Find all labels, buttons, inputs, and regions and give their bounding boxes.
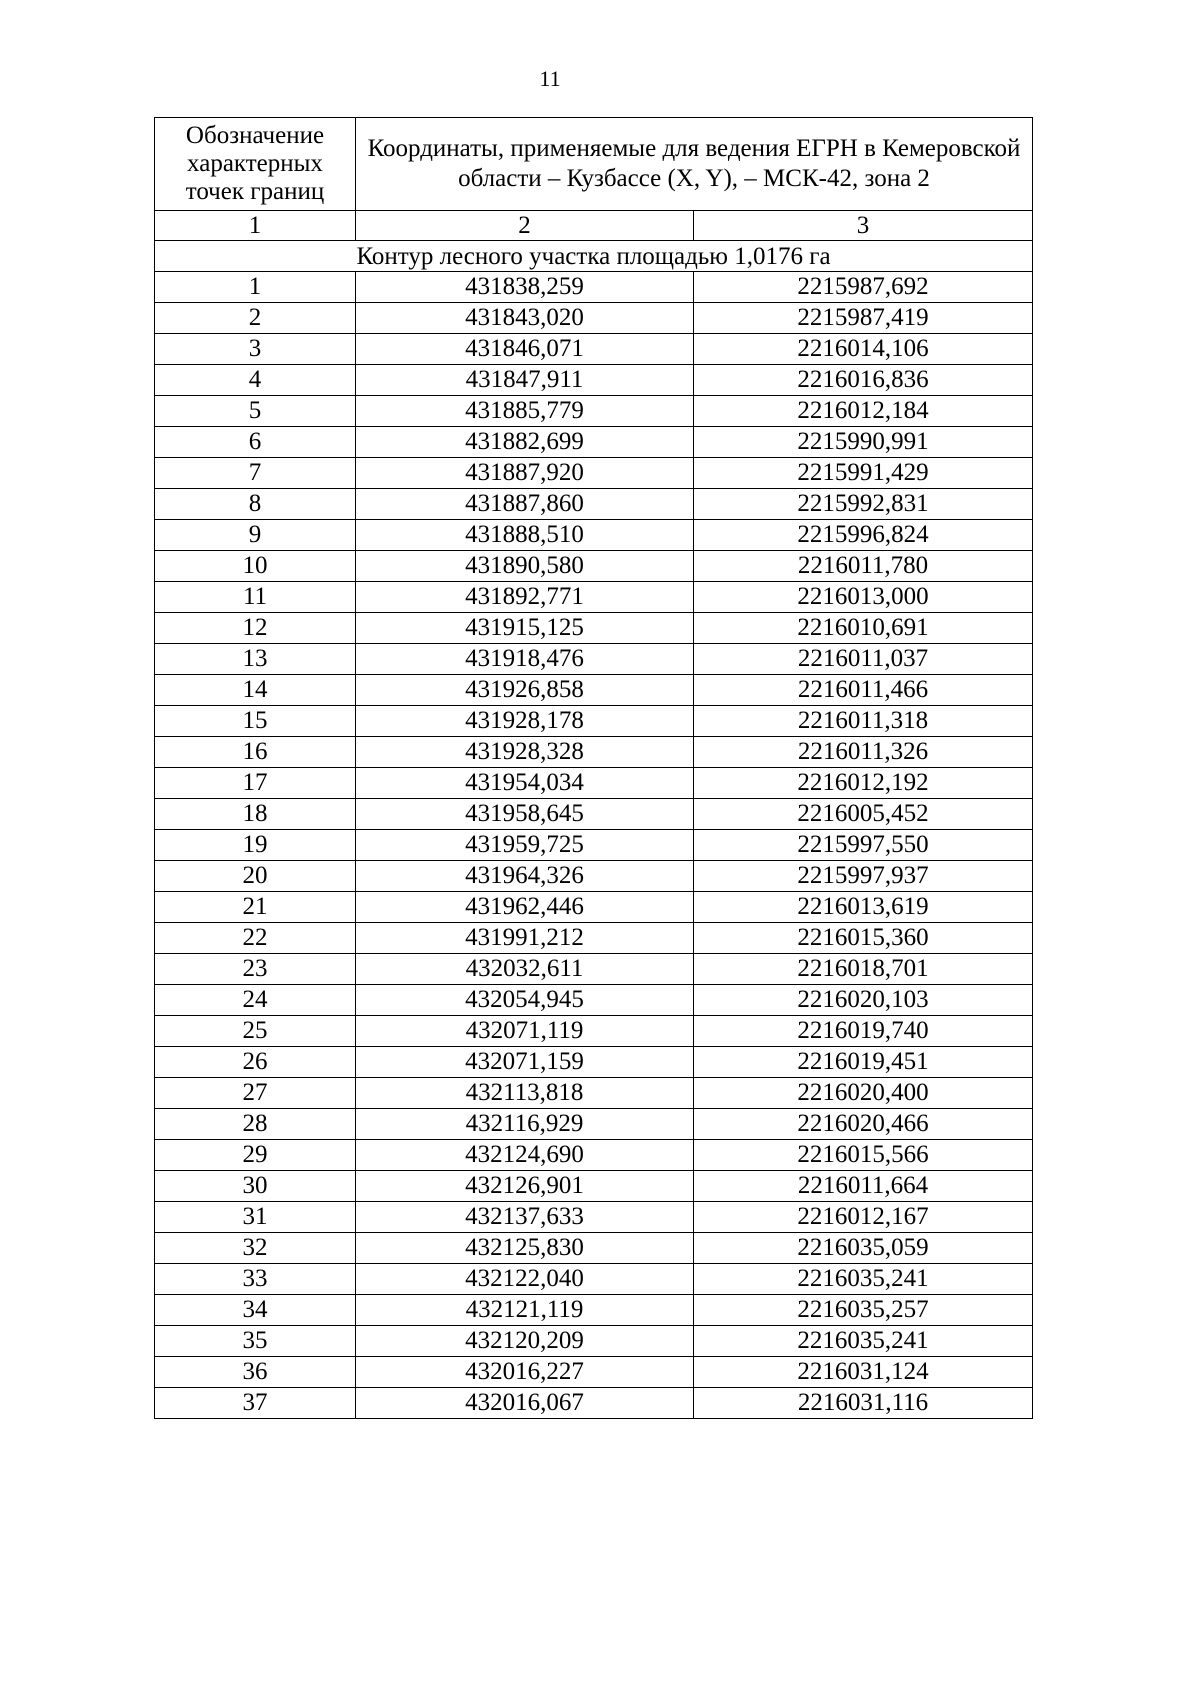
point-number-cell: 7 <box>155 458 356 489</box>
coordinate-y-cell: 2216011,037 <box>694 644 1033 675</box>
coordinate-x-cell: 432032,611 <box>356 954 694 985</box>
coordinate-y-cell: 2216012,184 <box>694 396 1033 427</box>
point-number-cell: 31 <box>155 1202 356 1233</box>
point-number-cell: 8 <box>155 489 356 520</box>
coordinate-x-cell: 431928,328 <box>356 737 694 768</box>
coordinate-x-cell: 431918,476 <box>356 644 694 675</box>
coordinate-y-cell: 2216019,451 <box>694 1047 1033 1078</box>
table-row <box>155 1357 1033 1388</box>
coordinate-x-cell: 432126,901 <box>356 1171 694 1202</box>
coordinate-x-cell: 432116,929 <box>356 1109 694 1140</box>
table-row <box>155 427 1033 458</box>
coordinate-x-cell: 431888,510 <box>356 520 694 551</box>
coordinate-x-cell: 432120,209 <box>356 1326 694 1357</box>
coordinate-x-cell: 432121,119 <box>356 1295 694 1326</box>
point-number-cell: 27 <box>155 1078 356 1109</box>
coordinate-y-cell: 2216015,360 <box>694 923 1033 954</box>
header-point-designation: Обозначение характерных точек границ <box>155 118 356 211</box>
coordinate-x-cell: 432113,818 <box>356 1078 694 1109</box>
coordinate-y-cell: 2215997,937 <box>694 861 1033 892</box>
point-number-cell: 28 <box>155 1109 356 1140</box>
coordinate-y-cell: 2216035,241 <box>694 1264 1033 1295</box>
coordinate-y-cell: 2216016,836 <box>694 365 1033 396</box>
coordinate-x-cell: 431991,212 <box>356 923 694 954</box>
coordinate-x-cell: 431885,779 <box>356 396 694 427</box>
table-row <box>155 985 1033 1016</box>
coordinate-y-cell: 2216020,103 <box>694 985 1033 1016</box>
coordinate-y-cell: 2216011,318 <box>694 706 1033 737</box>
coordinate-y-cell: 2216020,466 <box>694 1109 1033 1140</box>
coordinate-y-cell: 2216019,740 <box>694 1016 1033 1047</box>
point-number-cell: 1 <box>155 272 356 303</box>
coordinate-y-cell: 2216012,167 <box>694 1202 1033 1233</box>
column-number-1: 1 <box>155 211 356 241</box>
coordinate-y-cell: 2215987,692 <box>694 272 1033 303</box>
point-number-cell: 21 <box>155 892 356 923</box>
table-row <box>155 799 1033 830</box>
table-row <box>155 396 1033 427</box>
coordinate-x-cell: 431892,771 <box>356 582 694 613</box>
point-number-cell: 17 <box>155 768 356 799</box>
table-row <box>155 1109 1033 1140</box>
table-row <box>155 892 1033 923</box>
table-row <box>155 303 1033 334</box>
column-number-3: 3 <box>694 211 1033 241</box>
point-number-cell: 19 <box>155 830 356 861</box>
point-number-cell: 35 <box>155 1326 356 1357</box>
table-row <box>155 861 1033 892</box>
point-number-cell: 20 <box>155 861 356 892</box>
point-number-cell: 14 <box>155 675 356 706</box>
table-row <box>155 520 1033 551</box>
coordinate-y-cell: 2216018,701 <box>694 954 1033 985</box>
coordinate-x-cell: 431928,178 <box>356 706 694 737</box>
table-row <box>155 613 1033 644</box>
column-numbers-row <box>155 211 1033 241</box>
table-row <box>155 1388 1033 1419</box>
point-number-cell: 25 <box>155 1016 356 1047</box>
coordinate-y-cell: 2216035,059 <box>694 1233 1033 1264</box>
table-header-row <box>155 118 1033 211</box>
contour-title: Контур лесного участка площадью 1,0176 га <box>155 241 1033 272</box>
coordinate-y-cell: 2216013,000 <box>694 582 1033 613</box>
point-number-cell: 16 <box>155 737 356 768</box>
point-number-cell: 26 <box>155 1047 356 1078</box>
table-row <box>155 1202 1033 1233</box>
table-row <box>155 1047 1033 1078</box>
point-number-cell: 33 <box>155 1264 356 1295</box>
coordinate-x-cell: 431954,034 <box>356 768 694 799</box>
table-row <box>155 1295 1033 1326</box>
point-number-cell: 18 <box>155 799 356 830</box>
coordinate-x-cell: 431926,858 <box>356 675 694 706</box>
point-number-cell: 9 <box>155 520 356 551</box>
table-row <box>155 365 1033 396</box>
point-number-cell: 22 <box>155 923 356 954</box>
table-row <box>155 830 1033 861</box>
point-number-cell: 15 <box>155 706 356 737</box>
table-row <box>155 1171 1033 1202</box>
point-number-cell: 29 <box>155 1140 356 1171</box>
coordinate-y-cell: 2216012,192 <box>694 768 1033 799</box>
coordinate-y-cell: 2215992,831 <box>694 489 1033 520</box>
coordinate-y-cell: 2216011,466 <box>694 675 1033 706</box>
coordinate-y-cell: 2215990,991 <box>694 427 1033 458</box>
coordinate-y-cell: 2215987,419 <box>694 303 1033 334</box>
table-row <box>155 489 1033 520</box>
point-number-cell: 5 <box>155 396 356 427</box>
coordinate-x-cell: 432054,945 <box>356 985 694 1016</box>
coordinate-x-cell: 432016,067 <box>356 1388 694 1419</box>
coordinate-y-cell: 2216035,257 <box>694 1295 1033 1326</box>
coordinate-x-cell: 432016,227 <box>356 1357 694 1388</box>
coordinate-y-cell: 2215996,824 <box>694 520 1033 551</box>
point-number-cell: 11 <box>155 582 356 613</box>
coordinate-x-cell: 431962,446 <box>356 892 694 923</box>
point-number-cell: 13 <box>155 644 356 675</box>
coordinate-y-cell: 2216011,326 <box>694 737 1033 768</box>
coordinate-y-cell: 2216031,116 <box>694 1388 1033 1419</box>
coordinate-y-cell: 2216014,106 <box>694 334 1033 365</box>
coordinate-y-cell: 2216005,452 <box>694 799 1033 830</box>
table-row <box>155 675 1033 706</box>
table-row <box>155 1078 1033 1109</box>
coordinate-x-cell: 431890,580 <box>356 551 694 582</box>
coordinate-y-cell: 2215991,429 <box>694 458 1033 489</box>
table-row <box>155 1326 1033 1357</box>
table-row <box>155 1233 1033 1264</box>
point-number-cell: 32 <box>155 1233 356 1264</box>
table-row <box>155 551 1033 582</box>
point-number-cell: 23 <box>155 954 356 985</box>
table-row <box>155 1140 1033 1171</box>
coordinate-y-cell: 2216015,566 <box>694 1140 1033 1171</box>
point-number-cell: 37 <box>155 1388 356 1419</box>
coordinate-x-cell: 432124,690 <box>356 1140 694 1171</box>
coordinate-y-cell: 2216013,619 <box>694 892 1033 923</box>
table-row <box>155 458 1033 489</box>
coordinate-x-cell: 431915,125 <box>356 613 694 644</box>
point-number-cell: 3 <box>155 334 356 365</box>
table-row <box>155 768 1033 799</box>
coordinate-x-cell: 432071,159 <box>356 1047 694 1078</box>
table-row <box>155 954 1033 985</box>
coordinate-x-cell: 431887,860 <box>356 489 694 520</box>
coordinate-x-cell: 431958,645 <box>356 799 694 830</box>
coordinates-table <box>154 117 1033 1419</box>
table-row <box>155 272 1033 303</box>
header-coordinates: Координаты, применяемые для ведения ЕГРН в Кемеровской области – Кузбассе (X, Y), – МСК-42, зона 2 <box>356 118 1033 211</box>
coordinate-x-cell: 431846,071 <box>356 334 694 365</box>
coordinate-y-cell: 2216011,664 <box>694 1171 1033 1202</box>
point-number-cell: 2 <box>155 303 356 334</box>
table-row <box>155 334 1033 365</box>
table-row <box>155 1264 1033 1295</box>
column-number-2: 2 <box>356 211 694 241</box>
coordinate-y-cell: 2216035,241 <box>694 1326 1033 1357</box>
point-number-cell: 6 <box>155 427 356 458</box>
coordinate-x-cell: 431843,020 <box>356 303 694 334</box>
coordinate-x-cell: 431838,259 <box>356 272 694 303</box>
coordinate-x-cell: 432137,633 <box>356 1202 694 1233</box>
point-number-cell: 34 <box>155 1295 356 1326</box>
coordinate-y-cell: 2216020,400 <box>694 1078 1033 1109</box>
point-number-cell: 10 <box>155 551 356 582</box>
coordinate-x-cell: 431959,725 <box>356 830 694 861</box>
coordinate-y-cell: 2216011,780 <box>694 551 1033 582</box>
table-row <box>155 737 1033 768</box>
table-row <box>155 923 1033 954</box>
coordinate-x-cell: 432071,119 <box>356 1016 694 1047</box>
coordinate-x-cell: 432125,830 <box>356 1233 694 1264</box>
page-number: 11 <box>539 66 561 91</box>
table-body <box>155 272 1033 1419</box>
point-number-cell: 4 <box>155 365 356 396</box>
table-row <box>155 582 1033 613</box>
table-row <box>155 644 1033 675</box>
table-row <box>155 1016 1033 1047</box>
table-row <box>155 706 1033 737</box>
coordinate-x-cell: 431887,920 <box>356 458 694 489</box>
coordinate-x-cell: 431882,699 <box>356 427 694 458</box>
point-number-cell: 24 <box>155 985 356 1016</box>
coordinate-x-cell: 431964,326 <box>356 861 694 892</box>
coordinate-y-cell: 2216010,691 <box>694 613 1033 644</box>
coordinate-x-cell: 431847,911 <box>356 365 694 396</box>
point-number-cell: 36 <box>155 1357 356 1388</box>
coordinate-y-cell: 2216031,124 <box>694 1357 1033 1388</box>
coordinate-x-cell: 432122,040 <box>356 1264 694 1295</box>
point-number-cell: 12 <box>155 613 356 644</box>
coordinate-y-cell: 2215997,550 <box>694 830 1033 861</box>
point-number-cell: 30 <box>155 1171 356 1202</box>
contour-title-row <box>155 241 1033 272</box>
